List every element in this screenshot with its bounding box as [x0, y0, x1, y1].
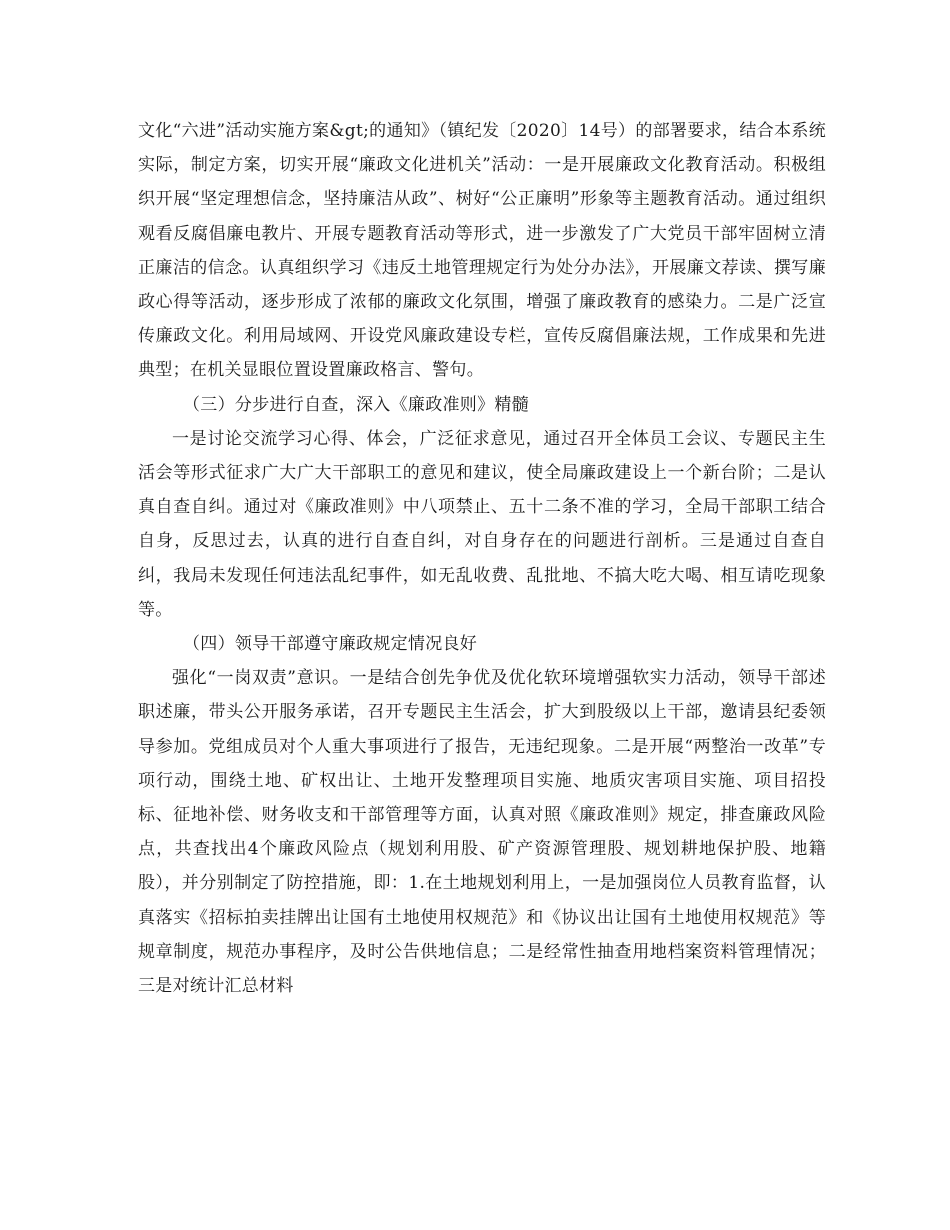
section-heading-3: （三）分步进行自查，深入《廉政准则》精髓	[183, 394, 529, 415]
paragraph-leadership: 强化“一岗双责”意识。一是结合创先争优及优化软环境增强软实力活动，领导干部述职述廉，带头公开服务承诺，召开专题民主生活会，扩大到股级以上干部，邀请县纪委领导参加。党组成员对个人重大事项进行了报告，无违纪现象。二是开展“两整治一改革”专项行动，围绕土地、矿权出让、土地开发整理项目实施、地质灾害项目实施、项目招投标、征地补偿、财务收支和干部管理等方面，认真对照《廉政准则》规定，排查廉政风险点，共查找出4个廉政风险点（规划利用股、矿产资源管理股、规划耕地保护股、地籍股），并分别制定了防控措施，即：1.在土地规划利用上，一是加强岗位人员教育监督，认真落实《招标拍卖挂牌出让国有土地使用权规范》和《协议出让国有土地使用权规范》等规章制度，规范办事程序，及时公告供地信息；二是经常性抽查用地档案资料管理情况；三是对统计汇总材料	[138, 668, 826, 997]
paragraph-intro: 文化“六进”活动实施方案&gt;的通知》（镇纪发〔2020〕14号）的部署要求，结合本系统实际，制定方案，切实开展“廉政文化进机关”活动：一是开展廉政文化教育活动。积极组织开展“坚定理想信念，坚持廉洁从政”、树好“公正廉明”形象等主题教育活动。通过组织观看反腐倡廉电教片、开展专题教育活动等形式，进一步激发了广大党员干部牢固树立清正廉洁的信念。认真组织学习《违反土地管理规定行为处分办法》，开展廉文荐读、撰写廉政心得等活动，逐步形成了浓郁的廉政文化氛围，增强了廉政教育的感染力。二是广泛宣传廉政文化。利用局域网、开设党风廉政建设专栏，宣传反腐倡廉法规，工作成果和先进典型；在机关显眼位置设置廉政格言、警句。	[138, 121, 826, 381]
section-heading-4: （四）领导干部遵守廉政规定情况良好	[183, 634, 478, 655]
paragraph-self-inspection: 一是讨论交流学习心得、体会，广泛征求意见，通过召开全体员工会议、专题民主生活会等形式征求广大广大干部职工的意见和建议，使全局廉政建设上一个新台阶；二是认真自查自纠。通过对《廉政准则》中八项禁止、五十二条不准的学习，全局干部职工结合自身，反思过去，认真的进行自查自纠，对自身存在的问题进行剖析。三是通过自查自纠，我局未发现任何违法乱纪事件，如无乱收费、乱批地、不搞大吃大喝、相互请吃现象等。	[138, 428, 826, 620]
document-body	[138, 114, 826, 1003]
